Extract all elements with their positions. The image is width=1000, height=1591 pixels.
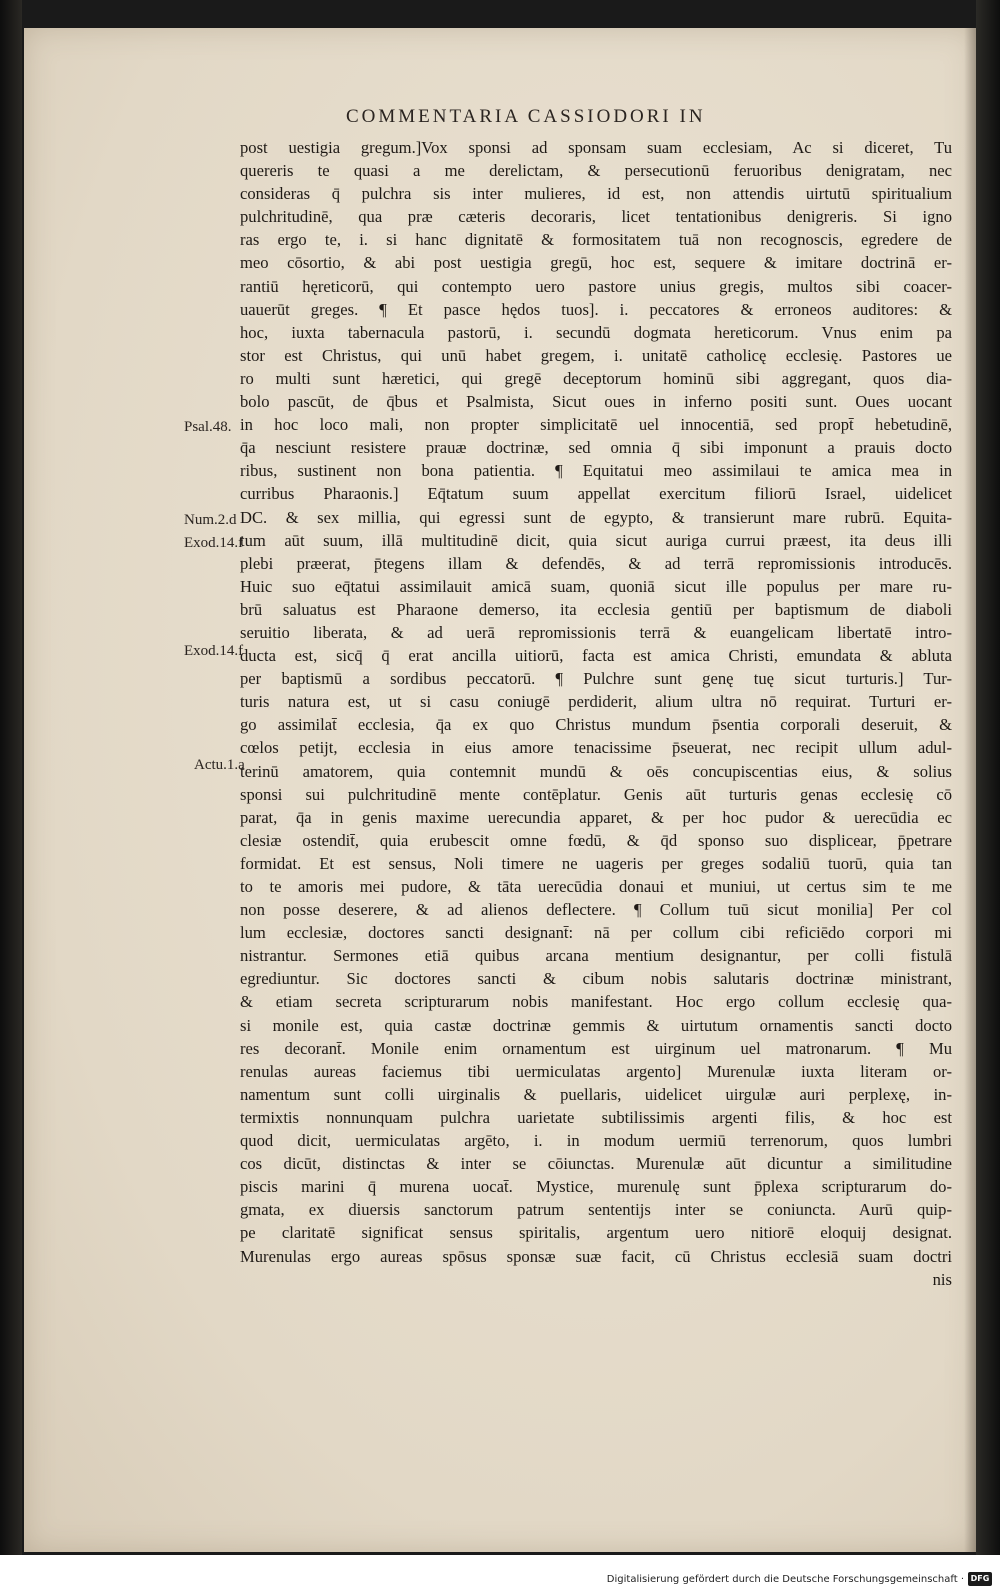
text-line: bolo pascūt, de q̄bus et Psalmista, Sicut oues in inferno positi sunt. Oues uocant	[240, 392, 952, 412]
text-line: lum ecclesiæ, doctores sancti designant̄: nā per collum cibi reficiēdo corpori mi	[240, 923, 952, 943]
text-line: egrediuntur. Sic doctores sancti & cibum nobis salutaris doctrinæ ministrant,	[240, 969, 952, 989]
text-line: meo cōsortio, & abi post uestigia gregū, hoc est, sequere & imitare doctrinā er-	[240, 253, 952, 273]
text-line: q̄a nesciunt resistere prauæ doctrinæ, sed omnia q̄ sibi imponunt a prauis docto	[240, 438, 952, 458]
text-line: ducta est, sicq̄ q̄ erat ancilla uitiorū, facta est amica Christi, emundata & abluta	[240, 646, 952, 666]
text-line: rantiū hęreticorū, qui contempto uero pastore unius gregis, multos sibi coacer-	[240, 276, 952, 296]
scan-right-edge	[976, 0, 1000, 1555]
margin-note-num: Num.2.d	[184, 512, 237, 528]
text-line: formidat. Et est sensus, Noli timere ne uageris per greges sodaliū tuorū, quia tan	[240, 853, 952, 873]
text-line: terinū amatorem, quia contemnit mundū & oēs concupiscentias eius, & solius	[240, 761, 952, 781]
dfg-logo: DFG	[968, 1572, 992, 1586]
margin-note-actu: Actu.1.a	[194, 757, 245, 773]
text-line: in hoc loco mali, non propter simplicitatē uel innocentiā, sed propt̄ hebetudinē,	[240, 415, 952, 435]
text-line: si monile est, quia castæ doctrinæ gemmis & uirtutum ornamentis sancti docto	[240, 1015, 952, 1035]
margin-note-exod-2: Exod.14.f	[184, 643, 244, 659]
text-line: ro multi sunt hæretici, qui gregē deceptorum hominū sibi aggregant, quos dia-	[240, 368, 952, 388]
text-line: quereris te quasi a me derelictam, & persecutionū feruoribus denigratam, nec	[240, 161, 952, 181]
text-line: per baptismū a sordibus peccatorū. ¶ Pulchre sunt genę tuę sicut turturis.] Tur-	[240, 669, 952, 689]
margin-note-psal: Psal.48.	[184, 419, 232, 435]
scan-left-edge	[0, 0, 22, 1555]
text-line: clesiæ ostendit̄, quia erubescit omne fœdū, & q̄d sponso suo displicear, p̄petrare	[240, 830, 952, 850]
text-line: termixtis nonnunquam pulchra uarietate subtilissimis argenti filis, & hoc est	[240, 1107, 952, 1127]
text-line: pe claritatē significat sensus spiritalis, argentum uero nitiorē eloquij designat.	[240, 1223, 952, 1243]
text-line: renulas aureas faciemus tibi uermiculatas argento] Murenulæ iuxta literam or-	[240, 1061, 952, 1081]
text-line: ribus, sustinent non bona patientia. ¶ Equitatui meo assimilaui te amica mea in	[240, 461, 952, 481]
text-line: sponsi sui pulchritudinē mente contēplatur. Genis aūt turturis genas ecclesię cō	[240, 784, 952, 804]
text-line: turis natura est, ut si casu coniugē perdiderit, alium ultra nō requirat. Turturi er-	[240, 692, 952, 712]
text-line: uauerūt greges. ¶ Et pasce hędos tuos]. i. peccatores & erroneos auditores: &	[240, 299, 952, 319]
text-line: parat, q̄a in genis maxime uerecundia apparet, & per hoc pudor & uerecūdia ec	[240, 807, 952, 827]
text-line: & etiam secreta scripturarum nobis manifestant. Hoc ergo collum ecclesię qua-	[240, 992, 952, 1012]
text-line: DC. & sex millia, qui egressi sunt de egypto, & transierunt mare rubrū. Equita-	[240, 507, 952, 527]
text-line: cœlos petijt, ecclesia in eius amore tenacissime p̄seuerat, nec recipit ullum adul-	[240, 738, 952, 758]
text-line: pulchritudinē, qua præ cæteris decoraris, licet tentationibus denigreris. Si igno	[240, 207, 952, 227]
main-text-block	[240, 136, 952, 1291]
text-line: namentum sunt colli uirginalis & puellaris, uidelicet uirgulæ auri perplexę, in-	[240, 1084, 952, 1104]
text-line: ras ergo te, i. si hanc dignitatē & formositatem tuā non recognoscis, egredere de	[240, 230, 952, 250]
text-line: res decorant̄. Monile enim ornamentum est uirginum uel matronarum. ¶ Mu	[240, 1038, 952, 1058]
text-line: nistrantur. Sermones etiā quibus arcana mentium designantur, per colli fistulā	[240, 946, 952, 966]
text-line: post uestigia gregum.]Vox sponsi ad sponsam suam ecclesiam, Ac si diceret, Tu	[240, 138, 952, 157]
text-line: piscis marini q̄ murena uocat̄. Mystice, murenulę sunt p̄plexa scripturarum do-	[240, 1177, 952, 1197]
footer-bar	[0, 1555, 1000, 1591]
text-line: cos dicūt, distinctas & inter se cōiunctas. Murenulæ aūt dicuntur a similitudine	[240, 1154, 952, 1174]
text-line: brū saluatus est Pharaone demerso, ita ecclesia gentiū per baptismum de diaboli	[240, 599, 952, 619]
text-line: consideras q̄ pulchra sis inter mulieres, id est, non attendis uirtutū spiritualium	[240, 184, 952, 204]
text-line: gmata, ex diuersis sanctorum patrum sententijs inter se coniuncta. Aurū quip-	[240, 1200, 952, 1220]
footer-credit: Digitalisierung gefördert durch die Deutsche Forschungsgemeinschaft ·	[606, 1574, 964, 1585]
text-line: Murenulas ergo aureas spōsus sponsæ suæ facit, cū Christus ecclesiā suam doctri	[240, 1246, 952, 1266]
text-line: Huic suo eq̄tatui assimilauit amicā suam, quoniā sicut ille populus per mare ru-	[240, 576, 952, 596]
text-line: to te amoris mei pudore, & tāta uerecūdia donaui et muniui, ut certus sim te me	[240, 877, 952, 896]
margin-note-exod-1: Exod.14.f	[184, 535, 244, 551]
running-head: COMMENTARIA CASSIODORI IN	[346, 106, 706, 127]
text-line: go assimilat̄ ecclesia, q̄a ex quo Christus mundum p̄sentia corporali deseruit, &	[240, 715, 952, 735]
text-line: nis	[932, 1269, 952, 1289]
text-line: hoc, iuxta tabernacula pastorū, i. secundū dogmata hereticorum. Vnus enim pa	[240, 322, 952, 342]
text-line: stor est Christus, qui unū habet gregem, i. unitatē catholicę ecclesię. Pastores ue	[240, 345, 952, 365]
page-gutter-shadow	[964, 28, 976, 1552]
text-line: quod dicit, uermiculatas argēto, i. in modum uermiū terrenorum, quos lumbri	[240, 1131, 952, 1151]
text-line: seruitio liberata, & ad uerā repromissionis terrā & euangelicam libertatē intro-	[240, 622, 952, 642]
text-line: non posse deserere, & ad alienos deflectere. ¶ Collum tuū sicut monilia] Per col	[240, 900, 952, 920]
text-line: tum aūt suum, illā multitudinē dicit, quia sicut auriga currui præest, ita deus illi	[240, 530, 952, 550]
text-line: plebi præerat, p̄tegens illam & defendēs, & ad terrā repromissionis introducēs.	[240, 553, 952, 573]
text-line: curribus Pharaonis.] Eq̄tatum suum appellat exercitum filiorū Israel, uidelicet	[240, 484, 952, 504]
